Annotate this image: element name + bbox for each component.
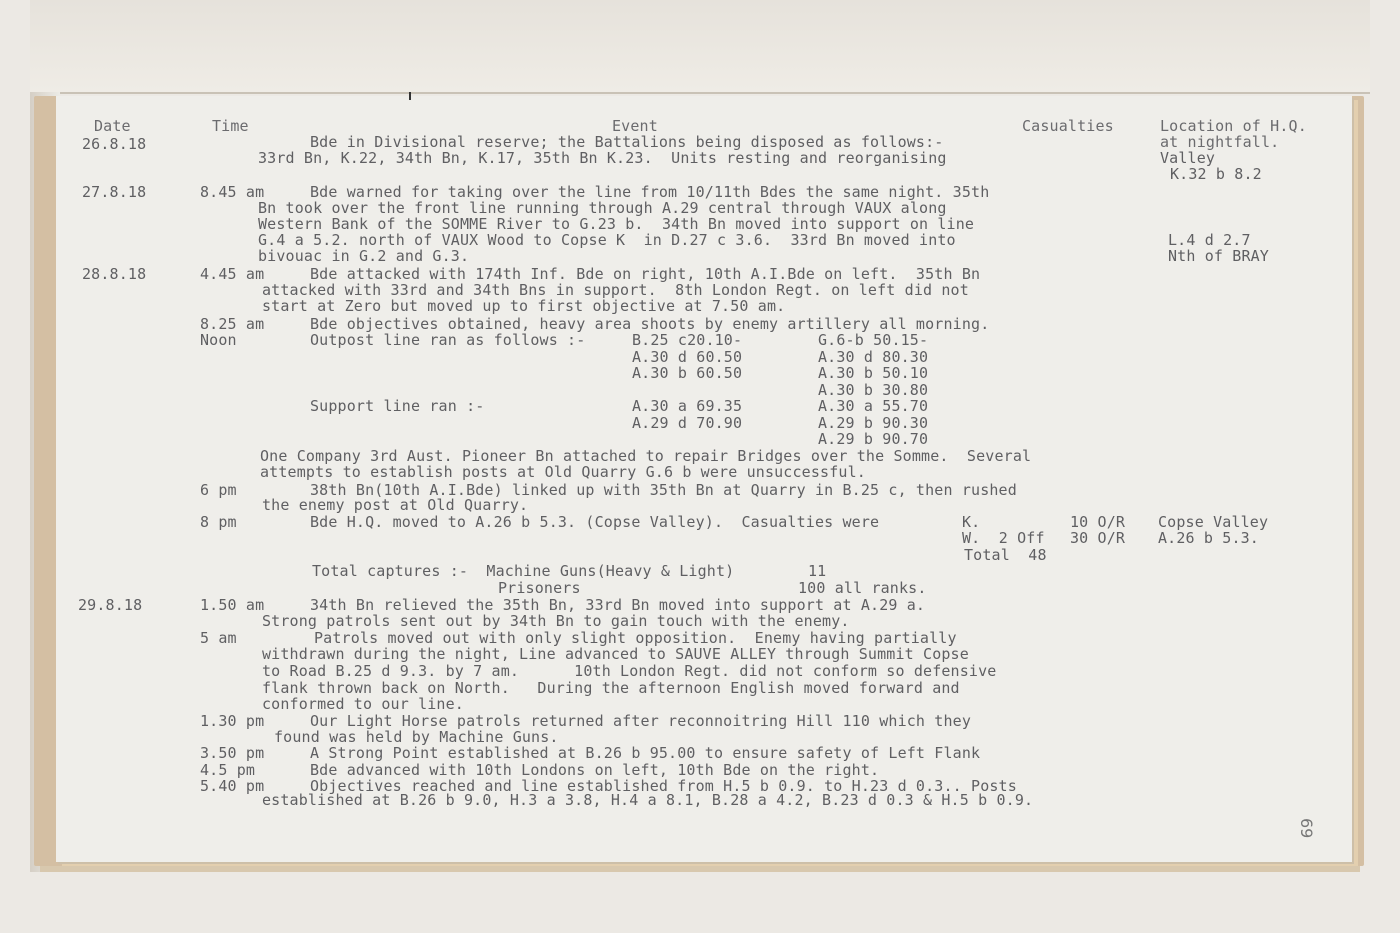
entry-event: Bde H.Q. moved to A.26 b 5.3. (Copse Valley). Casualties were: [310, 513, 880, 531]
map-reference: A.30 a 55.70: [818, 397, 929, 415]
entry-event: attacked with 33rd and 34th Bns in support. 8th London Regt. on left did not: [262, 281, 969, 299]
map-reference: A.30 b 50.10: [818, 364, 929, 382]
header-time: Time: [212, 117, 249, 135]
map-reference: A.29 b 90.70: [818, 430, 929, 448]
entry-date: 29.8.18: [78, 596, 143, 614]
entry-time: 3.50 pm: [200, 744, 265, 762]
entry-event: bivouac in G.2 and G.3.: [258, 247, 470, 265]
entry-event: A Strong Point established at B.26 b 95.00 to ensure safety of Left Flank: [310, 744, 981, 762]
entry-event: Support line ran :-: [310, 397, 485, 415]
entry-event: Bde warned for taking over the line from 10/11th Bdes the same night. 35th: [310, 183, 990, 201]
entry-event: Bn took over the front line running through A.29 central through VAUX along: [258, 199, 947, 217]
captures-value: 11: [808, 562, 827, 580]
entry-location: A.26 b 5.3.: [1158, 529, 1259, 547]
entry-location: K.32 b 8.2: [1170, 165, 1262, 183]
casualty-wounded-value: 30 O/R: [1070, 529, 1126, 547]
entry-time: 4.45 am: [200, 265, 265, 283]
entry-time: 8.25 am: [200, 315, 265, 333]
entry-date: 26.8.18: [82, 135, 147, 153]
entry-event: Bde objectives obtained, heavy area shoots by enemy artillery all morning.: [310, 315, 990, 333]
entry-time: 4.5 pm: [200, 761, 256, 779]
map-reference: A.30 a 69.35: [632, 397, 743, 415]
entry-time: 8.45 am: [200, 183, 265, 201]
entry-event: Outpost line ran as follows :-: [310, 331, 586, 349]
entry-event: found was held by Machine Guns.: [274, 728, 559, 746]
casualty-total: Total 48: [964, 546, 1047, 564]
entry-event: One Company 3rd Aust. Pioneer Bn attached to repair Bridges over the Somme. Several: [260, 447, 1032, 465]
entry-event: Objectives reached and line established from H.5 b 0.9. to H.23 d 0.3.. Posts: [310, 777, 1017, 795]
map-reference: A.30 b 30.80: [818, 381, 929, 399]
entry-event: Our Light Horse patrols returned after reconnoitring Hill 110 which they: [310, 712, 972, 730]
entry-event: start at Zero but moved up to first objective at 7.50 am.: [262, 297, 786, 315]
entry-event: the enemy post at Old Quarry.: [262, 496, 529, 514]
entry-location: Nth of BRAY: [1168, 247, 1269, 265]
header-date: Date: [94, 117, 131, 135]
map-reference: A.29 d 70.90: [632, 414, 743, 432]
entry-event: Bde in Divisional reserve; the Battalions being disposed as follows:-: [310, 133, 944, 151]
captures-value: 100 all ranks.: [798, 579, 927, 597]
header-event: Event: [612, 117, 658, 135]
entry-event: to Road B.25 d 9.3. by 7 am. 10th London Regt. did not conform so defensive: [262, 662, 997, 680]
entry-time: 6 pm: [200, 481, 237, 499]
entry-event: 38th Bn(10th A.I.Bde) linked up with 35th Bn at Quarry in B.25 c, then rushed: [310, 481, 1017, 499]
page-number: 69: [1297, 818, 1316, 839]
entry-time: 1.50 am: [200, 596, 265, 614]
map-reference: B.25 c20.10-: [632, 331, 743, 349]
entry-event: 34th Bn relieved the 35th Bn, 33rd Bn moved into support at A.29 a.: [310, 596, 926, 614]
entry-event: attempts to establish posts at Old Quarry G.6 b were unsuccessful.: [260, 463, 866, 481]
entry-date: 27.8.18: [82, 183, 147, 201]
entry-date: 28.8.18: [82, 265, 147, 283]
casualty-killed-value: 10 O/R: [1070, 513, 1126, 531]
entry-event: Patrols moved out with only slight opposition. Enemy having partially: [314, 629, 957, 647]
entry-time: Noon: [200, 331, 237, 349]
entry-time: 8 pm: [200, 513, 237, 531]
header-casualties: Casualties: [1022, 117, 1114, 135]
header-location-2: at nightfall.: [1160, 133, 1280, 151]
entry-event: Bde advanced with 10th Londons on left, 10th Bde on the right.: [310, 761, 880, 779]
entry-event: Prisoners: [498, 579, 581, 597]
entry-event: Western Bank of the SOMME River to G.23 b. 34th Bn moved into support on line: [258, 215, 975, 233]
binder-top-page: [30, 0, 1370, 94]
map-reference: A.29 b 90.30: [818, 414, 929, 432]
entry-event: Strong patrols sent out by 34th Bn to gain touch with the enemy.: [262, 612, 850, 630]
entry-time: 5.40 pm: [200, 777, 265, 795]
map-reference: G.6-b 50.15-: [818, 331, 929, 349]
entry-event: flank thrown back on North. During the afternoon English moved forward and: [262, 679, 960, 697]
entry-event: 33rd Bn, K.22, 34th Bn, K.17, 35th Bn K.23. Units resting and reorganising: [258, 149, 947, 167]
map-reference: A.30 b 60.50: [632, 364, 743, 382]
entry-location: Valley: [1160, 149, 1216, 167]
entry-location: Copse Valley: [1158, 513, 1269, 531]
map-reference: A.30 d 80.30: [818, 348, 929, 366]
entry-time: 5 am: [200, 629, 237, 647]
entry-time: 1.30 pm: [200, 712, 265, 730]
casualty-killed: K.: [962, 513, 981, 531]
entry-location: L.4 d 2.7: [1168, 231, 1251, 249]
entry-event: G.4 a 5.2. north of VAUX Wood to Copse K in D.27 c 3.6. 33rd Bn moved into: [258, 231, 956, 249]
entry-event: Total captures :- Machine Guns(Heavy & Light): [312, 562, 735, 580]
map-reference: A.30 d 60.50: [632, 348, 743, 366]
casualty-wounded: W. 2 Off: [962, 529, 1045, 547]
page-mark: [409, 92, 411, 100]
entry-event: conformed to our line.: [262, 695, 464, 713]
entry-event: Bde attacked with 174th Inf. Bde on right, 10th A.I.Bde on left. 35th Bn: [310, 265, 981, 283]
page-bottom-edge: [40, 866, 1360, 872]
entry-event: established at B.26 b 9.0, H.3 a 3.8, H.4 a 8.1, B.28 a 4.2, B.23 d 0.3 & H.5 b 0.9.: [262, 791, 1034, 809]
header-location: Location of H.Q.: [1160, 117, 1307, 135]
entry-event: withdrawn during the night, Line advanced to SAUVE ALLEY through Summit Copse: [262, 645, 969, 663]
